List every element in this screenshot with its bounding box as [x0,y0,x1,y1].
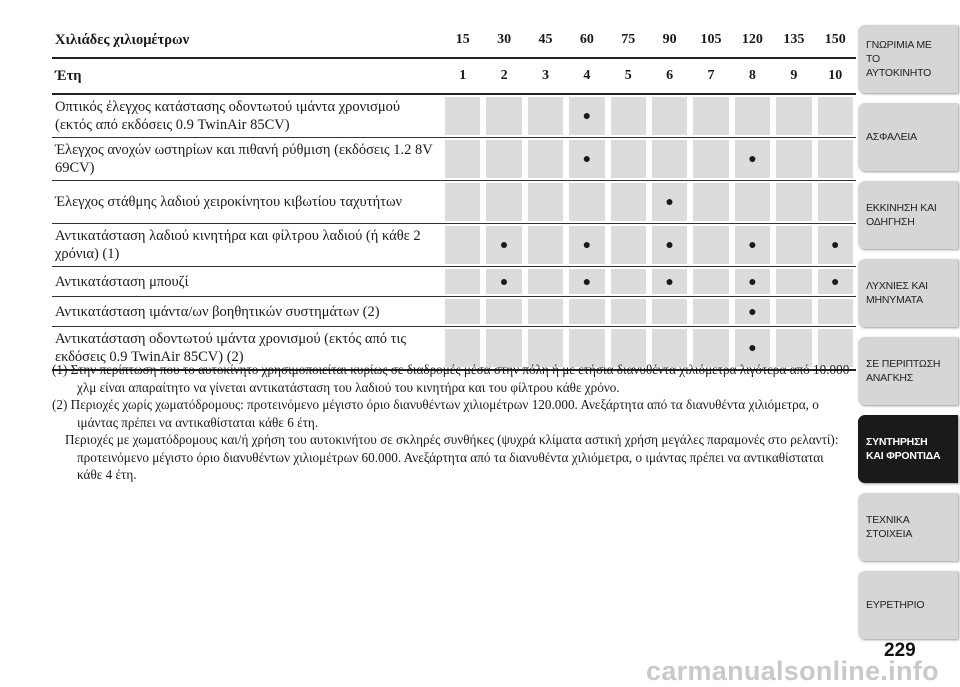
year-header-cell: 3 [525,59,566,95]
schedule-cell [566,224,607,267]
schedule-cell [566,181,607,224]
chapter-tab-label: ΑΣΦΑΛΕΙΑ [866,131,917,143]
service-mark: ● [748,238,757,253]
cell-shade [652,140,687,178]
chapter-tab-label: ΕΚΚΙΝΗΣΗ ΚΑΙ ΟΔΗΓΗΣΗ [866,202,937,228]
header-years-label: Έτη [52,59,442,95]
schedule-cell [483,297,524,327]
schedule-cell [442,95,483,138]
schedule-cell [608,297,649,327]
schedule-cell [773,224,814,267]
chapter-tab[interactable] [858,571,958,639]
schedule-cell [732,95,773,138]
cell-shade [611,97,646,135]
service-mark: ● [582,152,592,167]
km-header-cell: 45 [525,23,566,59]
schedule-cell [649,138,690,181]
cell-shade [776,299,811,324]
chapter-tabs [858,25,958,649]
schedule-cell [442,267,483,297]
km-header-cell: 105 [690,23,731,59]
cell-shade [445,183,480,221]
schedule-cell [566,138,607,181]
schedule-row-label: Αντικατάσταση οδοντωτού ιμάντα χρονισμού (εκτός από τις εκδόσεις 0.9 TwinAir 85CV) (2) [52,327,442,371]
chapter-tab[interactable] [858,103,958,171]
schedule-cell [483,138,524,181]
service-mark: ● [582,274,592,290]
km-header-cell: 120 [732,23,773,59]
cell-shade [528,140,563,178]
chapter-tab-label: ΓΝΩΡΙΜΙΑ ΜΕ ΤΟ ΑΥΤΟΚΙΝΗΤΟ [866,39,932,79]
schedule-row [52,297,856,327]
schedule-cell [732,297,773,327]
cell-shade [652,299,687,324]
schedule-cell [608,95,649,138]
schedule-cell [525,224,566,267]
schedule-row-label: Οπτικός έλεγχος κατάστασης οδοντωτού ιμάντα χρονισμού (εκτός από εκδόσεις 0.9 TwinAir 85CV) [52,95,442,138]
schedule-cell [649,224,690,267]
cell-shade [693,226,728,264]
km-header-cell: 60 [566,23,607,59]
service-mark: ● [748,274,757,290]
schedule-cell [566,297,607,327]
header-km-label: Χιλιάδες χιλιομέτρων [52,23,442,59]
schedule-cell [649,95,690,138]
schedule-row [52,224,856,267]
schedule-cell [815,224,856,267]
year-header-cell: 9 [773,59,814,95]
chapter-tab[interactable] [858,259,958,327]
schedule-cell [690,267,731,297]
schedule-cell [815,138,856,181]
km-header-cell: 75 [608,23,649,59]
service-mark: ● [748,152,757,167]
cell-shade [445,269,480,294]
schedule-row-label: Έλεγχος ανοχών ωστηρίων και πιθανή ρύθμιση (εκδόσεις 1.2 8V 69CV) [52,138,442,181]
cell-shade [818,140,853,178]
cell-shade [445,226,480,264]
header-years-row [52,59,856,95]
schedule-cell [732,224,773,267]
schedule-cell [566,267,607,297]
cell-shade [776,269,811,294]
cell-shade [528,299,563,324]
schedule-cell [815,297,856,327]
schedule-cell [442,224,483,267]
service-mark: ● [830,274,840,290]
cell-shade [569,183,604,221]
chapter-tab-label: ΛΥΧΝΙΕΣ ΚΑΙ ΜΗΝΥΜΑΤΑ [866,280,928,306]
footnote-2: (2) Περιοχές χωρίς χωματόδρομους: προτεινόμενο μέγιστο όριο διανυθέντων χιλιομέτρων 120.000. Ανεξάρτητα από τα διανυθέντα χιλιόμετρα, ο ιμάντας πρέπει να αντικαθίσταται κάθε 6 έτη. [52,397,819,430]
schedule-cell [773,297,814,327]
cell-shade [486,183,521,221]
schedule-row [52,138,856,181]
header-km-row [52,23,856,59]
km-header-cell: 90 [649,23,690,59]
cell-shade [486,140,521,178]
schedule-cell [815,181,856,224]
year-header-cell: 1 [442,59,483,95]
service-mark: ● [499,274,509,290]
schedule-cell [483,224,524,267]
schedule-cell [483,95,524,138]
schedule-cell [483,267,524,297]
chapter-tab[interactable] [858,181,958,249]
year-header-cell: 10 [815,59,856,95]
cell-shade [528,97,563,135]
schedule-cell [732,267,773,297]
schedule-row [52,267,856,297]
schedule-row [52,95,856,138]
km-header-cell: 15 [442,23,483,59]
km-header-cell: 135 [773,23,814,59]
schedule-cell [773,181,814,224]
schedule-cell [690,138,731,181]
service-mark: ● [748,304,757,320]
cell-shade [776,97,811,135]
cell-shade [611,299,646,324]
service-mark: ● [665,238,674,253]
cell-shade [818,299,853,324]
schedule-cell [442,138,483,181]
schedule-cell [442,297,483,327]
cell-shade [693,183,728,221]
cell-shade [776,140,811,178]
schedule-row-label: Αντικατάσταση λαδιού κινητήρα και φίλτρου λαδιού (ή κάθε 2 χρόνια) (1) [52,224,442,267]
page-number: 229 [884,640,916,661]
service-mark: ● [830,238,840,253]
cell-shade [611,269,646,294]
schedule-cell [525,138,566,181]
year-header-cell: 6 [649,59,690,95]
service-mark: ● [582,238,592,253]
cell-shade [776,183,811,221]
year-header-cell: 2 [483,59,524,95]
schedule-row-label: Έλεγχος στάθμης λαδιού χειροκίνητου κιβωτίου ταχυτήτων [52,181,442,224]
km-header-cell: 30 [483,23,524,59]
cell-shade [693,140,728,178]
cell-shade [735,183,770,221]
chapter-tab-label: ΤΕΧΝΙΚΑ ΣΤΟΙΧΕΙΑ [866,514,913,540]
cell-shade [445,299,480,324]
schedule-cell [690,297,731,327]
schedule-cell [690,224,731,267]
watermark: carmanualsonline.info [646,656,939,686]
service-mark: ● [582,109,592,124]
cell-shade [693,97,728,135]
schedule-cell [815,95,856,138]
service-mark: ● [665,274,674,290]
schedule-cell [649,181,690,224]
schedule-cell [690,95,731,138]
schedule-cell [690,181,731,224]
schedule-cell [732,181,773,224]
cell-shade [818,97,853,135]
schedule-cell [773,95,814,138]
chapter-tab-label: ΕΥΡΕΤΗΡΙΟ [866,599,925,611]
service-mark: ● [748,341,757,356]
maintenance-schedule-table [52,23,856,371]
schedule-cell [649,267,690,297]
cell-shade [693,299,728,324]
cell-shade [528,226,563,264]
cell-shade [486,299,521,324]
cell-shade [486,97,521,135]
schedule-row [52,181,856,224]
year-header-cell: 5 [608,59,649,95]
cell-shade [569,299,604,324]
chapter-tab[interactable] [858,493,958,561]
cell-shade [445,97,480,135]
schedule-cell [773,138,814,181]
footnote-1: (1) Στην περίπτωση που το αυτοκίνητο χρησιμοποιείται κυρίως σε διαδρομές μέσα στην πόλη ή με ετήσια διανυθέντα χιλιόμετρα λιγότερα από 10.000 χλμ είναι απαραίτητο να γίνεται αντικατάσταση του λαδιού του κινητήρα και του φίλτρου κάθε χρόνο. [52,362,850,395]
schedule-cell [608,267,649,297]
service-mark: ● [499,238,509,253]
year-header-cell: 7 [690,59,731,95]
year-header-cell: 8 [732,59,773,95]
schedule-cell [732,138,773,181]
schedule-cell [566,95,607,138]
footnote-2-continued: Περιοχές με χωματόδρομους και/ή χρήση του αυτοκινήτου σε σκληρές συνθήκες (ψυχρά κλίματα αστική χρήση μεγάλες παραμονές στο ρελαντί): προτεινόμενο μέγιστο όριο διανυθέντων χιλιομέτρων 60.000. Ανεξάρτητα από τα διανυθέντα χιλιόμετρα, ο ιμάντας πρέπει να αντικαθίσταται κάθε 4 έτη. [65,432,839,482]
schedule-cell [608,181,649,224]
cell-shade [611,183,646,221]
footnotes [52,361,852,484]
schedule-row-label: Αντικατάσταση ιμάντα/ων βοηθητικών συστημάτων (2) [52,297,442,327]
schedule-cell [442,181,483,224]
schedule-cell [773,267,814,297]
schedule-cell [649,297,690,327]
cell-shade [611,226,646,264]
cell-shade [611,140,646,178]
schedule-cell [525,297,566,327]
cell-shade [445,140,480,178]
schedule-row-label: Αντικατάσταση μπουζί [52,267,442,297]
schedule-cell [525,95,566,138]
cell-shade [776,226,811,264]
chapter-tab-label: ΣΥΝΤΗΡΗΣΗ ΚΑΙ ΦΡΟΝΤΙΔΑ [866,436,941,462]
schedule-cell [815,267,856,297]
service-mark: ● [665,195,674,210]
chapter-tab[interactable] [858,25,958,93]
schedule-cell [483,181,524,224]
year-header-cell: 4 [566,59,607,95]
cell-shade [652,97,687,135]
cell-shade [735,97,770,135]
schedule-cell [525,181,566,224]
schedule-cell [608,224,649,267]
schedule-cell [525,267,566,297]
cell-shade [528,183,563,221]
chapter-tab[interactable] [858,337,958,405]
chapter-tab-label: ΣΕ ΠΕΡΙΠΤΩΣΗ ΑΝΑΓΚΗΣ [866,358,941,384]
cell-shade [528,269,563,294]
schedule-cell [608,138,649,181]
chapter-tab[interactable] [858,415,958,483]
cell-shade [818,183,853,221]
km-header-cell: 150 [815,23,856,59]
cell-shade [693,269,728,294]
